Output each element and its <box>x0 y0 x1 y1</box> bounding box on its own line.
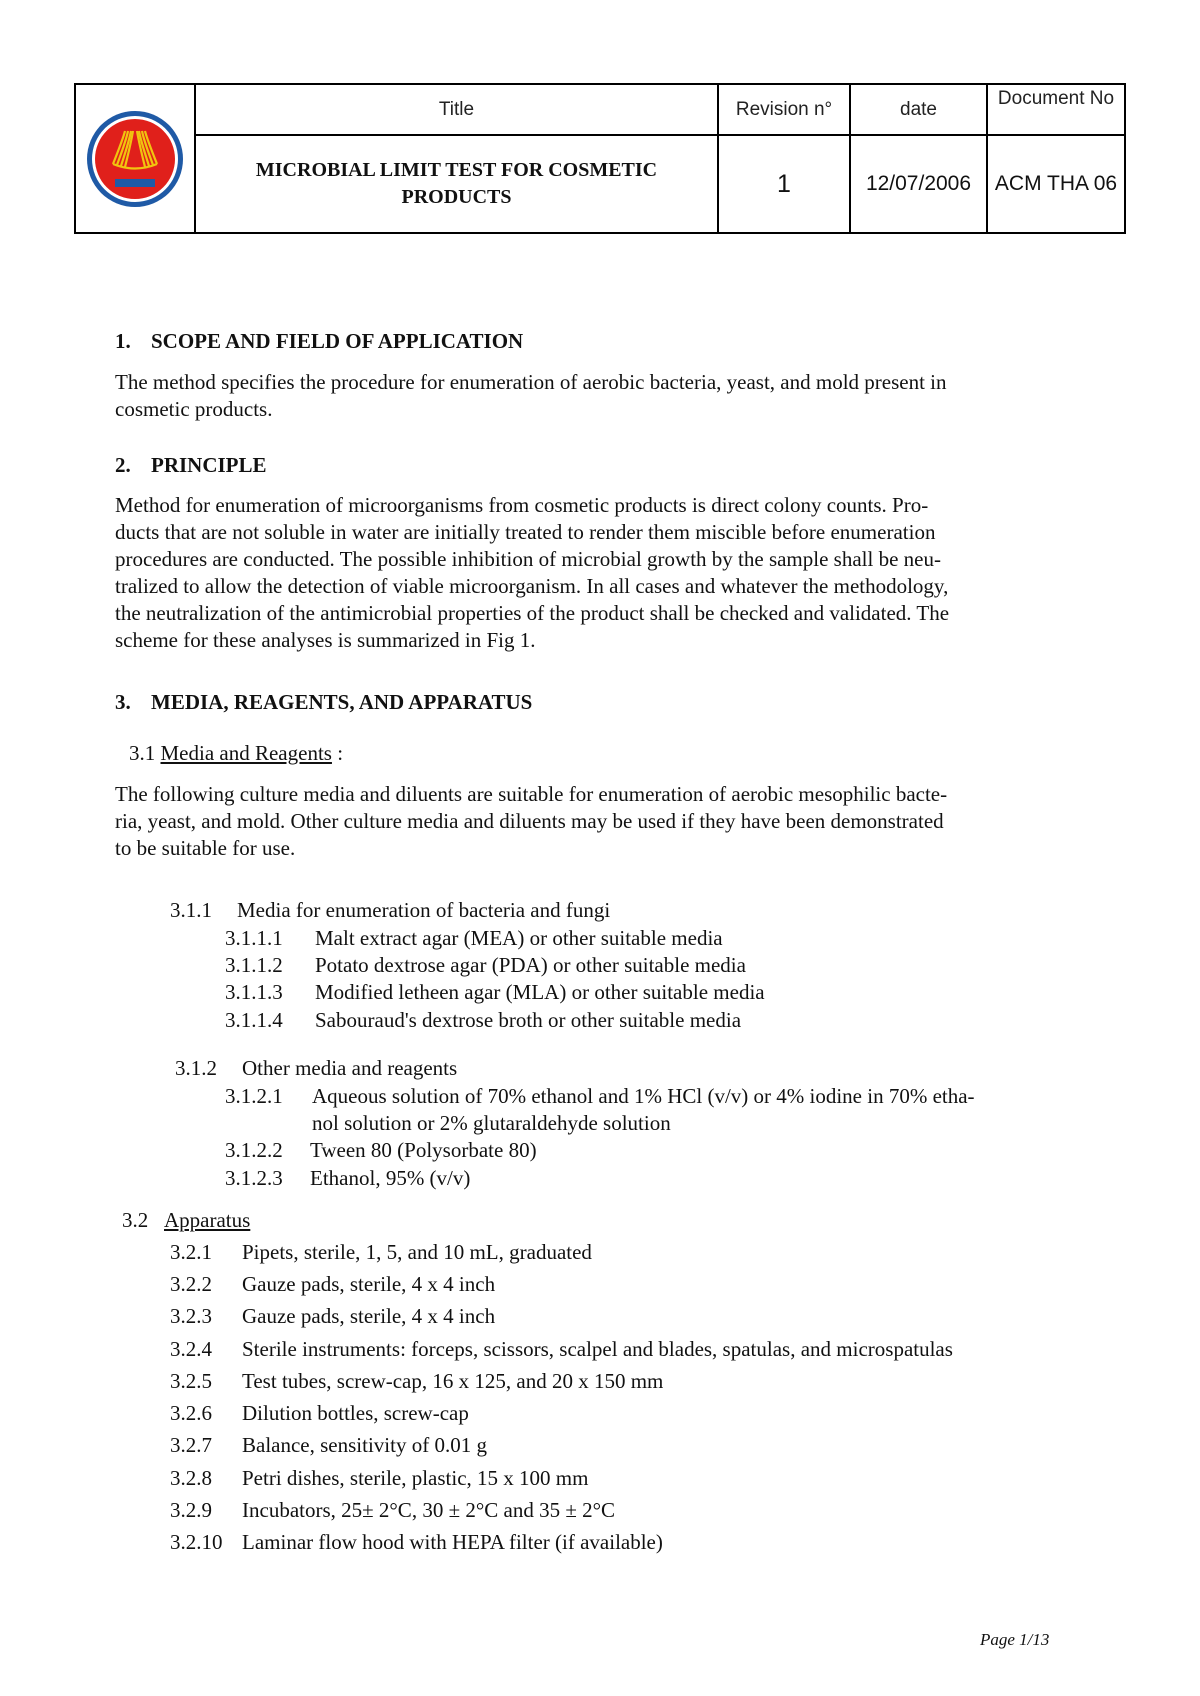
document-number: ACM THA 06 <box>994 172 1118 195</box>
list-item <box>170 1498 615 1523</box>
paragraph-line: cosmetic products. <box>115 397 273 421</box>
subsection-3-2-heading <box>122 1208 250 1233</box>
list-item <box>170 1240 592 1265</box>
item-text: Petri dishes, sterile, plastic, 15 x 100 mm <box>242 1466 589 1490</box>
item-number: 3.1.1.1 <box>225 926 283 950</box>
list-item <box>170 1369 663 1394</box>
list-item <box>170 1466 588 1491</box>
list-item <box>170 1401 469 1426</box>
list-item <box>170 1304 495 1329</box>
item-number: 3.2.7 <box>170 1433 212 1457</box>
section-1-heading <box>115 329 523 354</box>
item-text: Gauze pads, sterile, 4 x 4 inch <box>242 1272 496 1296</box>
list-item <box>170 1433 487 1458</box>
page-number: Page 1/13 <box>980 1630 1050 1649</box>
document-number-label: Document No <box>997 88 1115 109</box>
list-item <box>170 1530 663 1555</box>
subsection-title: Media and Reagents <box>160 741 332 765</box>
list-item <box>225 1166 470 1191</box>
list-item-continuation: nol solution or 2% glutaraldehyde solution <box>312 1111 671 1135</box>
item-number: 3.2.5 <box>170 1369 212 1393</box>
date-label: date <box>900 98 937 120</box>
section-title: PRINCIPLE <box>151 453 267 477</box>
section-number: 3. <box>115 690 131 714</box>
item-number: 3.1.1.3 <box>225 980 283 1004</box>
item-number: 3.2.2 <box>170 1272 212 1296</box>
revision-label: Revision n° <box>735 98 833 120</box>
paragraph-line: Method for enumeration of microorganisms from cosmetic products is direct colony counts. Pro- <box>115 493 929 517</box>
item-text: Modified letheen agar (MLA) or other suitable media <box>315 980 765 1004</box>
item-number: 3.1.2.2 <box>225 1138 283 1162</box>
item-number: 3.2.8 <box>170 1466 212 1490</box>
item-number: 3.1.2.3 <box>225 1166 283 1190</box>
item-number: 3.1.2.1 <box>225 1084 283 1108</box>
title-line-1: MICROBIAL LIMIT TEST FOR COSMETIC <box>255 159 658 181</box>
subsection-title: Apparatus <box>164 1208 251 1232</box>
section-title: SCOPE AND FIELD OF APPLICATION <box>151 329 524 353</box>
item-number: 3.1.1.4 <box>225 1008 283 1032</box>
paragraph-line: the neutralization of the antimicrobial properties of the product shall be checked and validated. The <box>115 601 950 625</box>
subsection-3-1-2 <box>175 1056 457 1081</box>
document-title <box>196 136 717 232</box>
section-number: 2. <box>115 453 131 477</box>
item-text: Gauze pads, sterile, 4 x 4 inch <box>242 1304 496 1328</box>
list-item <box>225 926 723 951</box>
paragraph-line: procedures are conducted. The possible inhibition of microbial growth by the sample shall be neu- <box>115 547 941 571</box>
item-text: Malt extract agar (MEA) or other suitable media <box>315 926 723 950</box>
item-text: Tween 80 (Polysorbate 80) <box>310 1138 537 1162</box>
logo-cell <box>76 85 194 232</box>
revision-number: 1 <box>777 169 791 198</box>
item-number: 3.1.1 <box>170 898 212 922</box>
item-text: Aqueous solution of 70% ethanol and 1% HCl (v/v) or 4% iodine in 70% etha- <box>312 1084 975 1108</box>
subsection-number: 3.1 <box>129 741 156 765</box>
item-number: 3.2.1 <box>170 1240 212 1264</box>
subsection-number: 3.2 <box>122 1208 149 1232</box>
list-item <box>170 1272 495 1297</box>
item-text: Sabouraud's dextrose broth or other suitable media <box>315 1008 742 1032</box>
item-number: 3.2.3 <box>170 1304 212 1328</box>
title-line-2: PRODUCTS <box>401 186 512 208</box>
subsection-3-1-1 <box>170 898 610 923</box>
subsection-3-1-heading <box>129 741 343 766</box>
item-text: Ethanol, 95% (v/v) <box>310 1166 471 1190</box>
paragraph-line: tralized to allow the detection of viable microorganism. In all cases and whatever the methodology, <box>115 574 949 598</box>
item-text: Sterile instruments: forceps, scissors, scalpel and blades, spatulas, and microspatulas <box>242 1337 953 1361</box>
list-item <box>225 1084 975 1109</box>
item-number: 3.2.10 <box>170 1530 223 1554</box>
item-text: Balance, sensitivity of 0.01 g <box>242 1433 487 1457</box>
item-text: Test tubes, screw-cap, 16 x 125, and 20 x 150 mm <box>242 1369 664 1393</box>
section-1-body <box>115 369 1095 423</box>
item-text: Pipets, sterile, 1, 5, and 10 mL, graduated <box>242 1240 592 1264</box>
document-header-table <box>74 83 1126 234</box>
paragraph-line: The method specifies the procedure for enumeration of aerobic bacteria, yeast, and mold present in <box>115 370 947 394</box>
section-2-heading <box>115 453 267 478</box>
list-item <box>225 980 765 1005</box>
subsection-3-1-body <box>115 781 1095 862</box>
paragraph-line: ducts that are not soluble in water are initially treated to render them miscible before enumeration <box>115 520 936 544</box>
item-number: 3.2.6 <box>170 1401 212 1425</box>
paragraph-line: to be suitable for use. <box>115 836 296 860</box>
list-item <box>225 953 746 978</box>
document-date: 12/07/2006 <box>865 172 972 195</box>
item-text: Media for enumeration of bacteria and fungi <box>237 898 611 922</box>
item-number: 3.1.1.2 <box>225 953 283 977</box>
list-item <box>225 1138 537 1163</box>
title-label: Title <box>438 98 475 120</box>
item-text: Potato dextrose agar (PDA) or other suitable media <box>315 953 746 977</box>
item-text: Laminar flow hood with HEPA filter (if available) <box>242 1530 663 1554</box>
item-text: Incubators, 25± 2°C, 30 ± 2°C and 35 ± 2°C <box>242 1498 615 1522</box>
list-item <box>225 1008 741 1033</box>
item-text: Dilution bottles, screw-cap <box>242 1401 469 1425</box>
asean-emblem-icon <box>85 109 185 209</box>
item-number: 3.2.4 <box>170 1337 212 1361</box>
section-title: MEDIA, REAGENTS, AND APPARATUS <box>151 690 533 714</box>
item-number: 3.1.2 <box>175 1056 217 1080</box>
paragraph-line: The following culture media and diluents are suitable for enumeration of aerobic mesophilic bacte- <box>115 782 948 806</box>
list-item <box>170 1337 953 1362</box>
item-text: Other media and reagents <box>242 1056 458 1080</box>
section-2-body <box>115 492 1095 654</box>
paragraph-line: scheme for these analyses is summarized in Fig 1. <box>115 628 536 652</box>
subsection-colon: : <box>331 741 344 765</box>
section-3-heading <box>115 690 532 715</box>
item-number: 3.2.9 <box>170 1498 212 1522</box>
section-number: 1. <box>115 329 131 353</box>
paragraph-line: ria, yeast, and mold. Other culture media and diluents may be used if they have been demonstrated <box>115 809 944 833</box>
